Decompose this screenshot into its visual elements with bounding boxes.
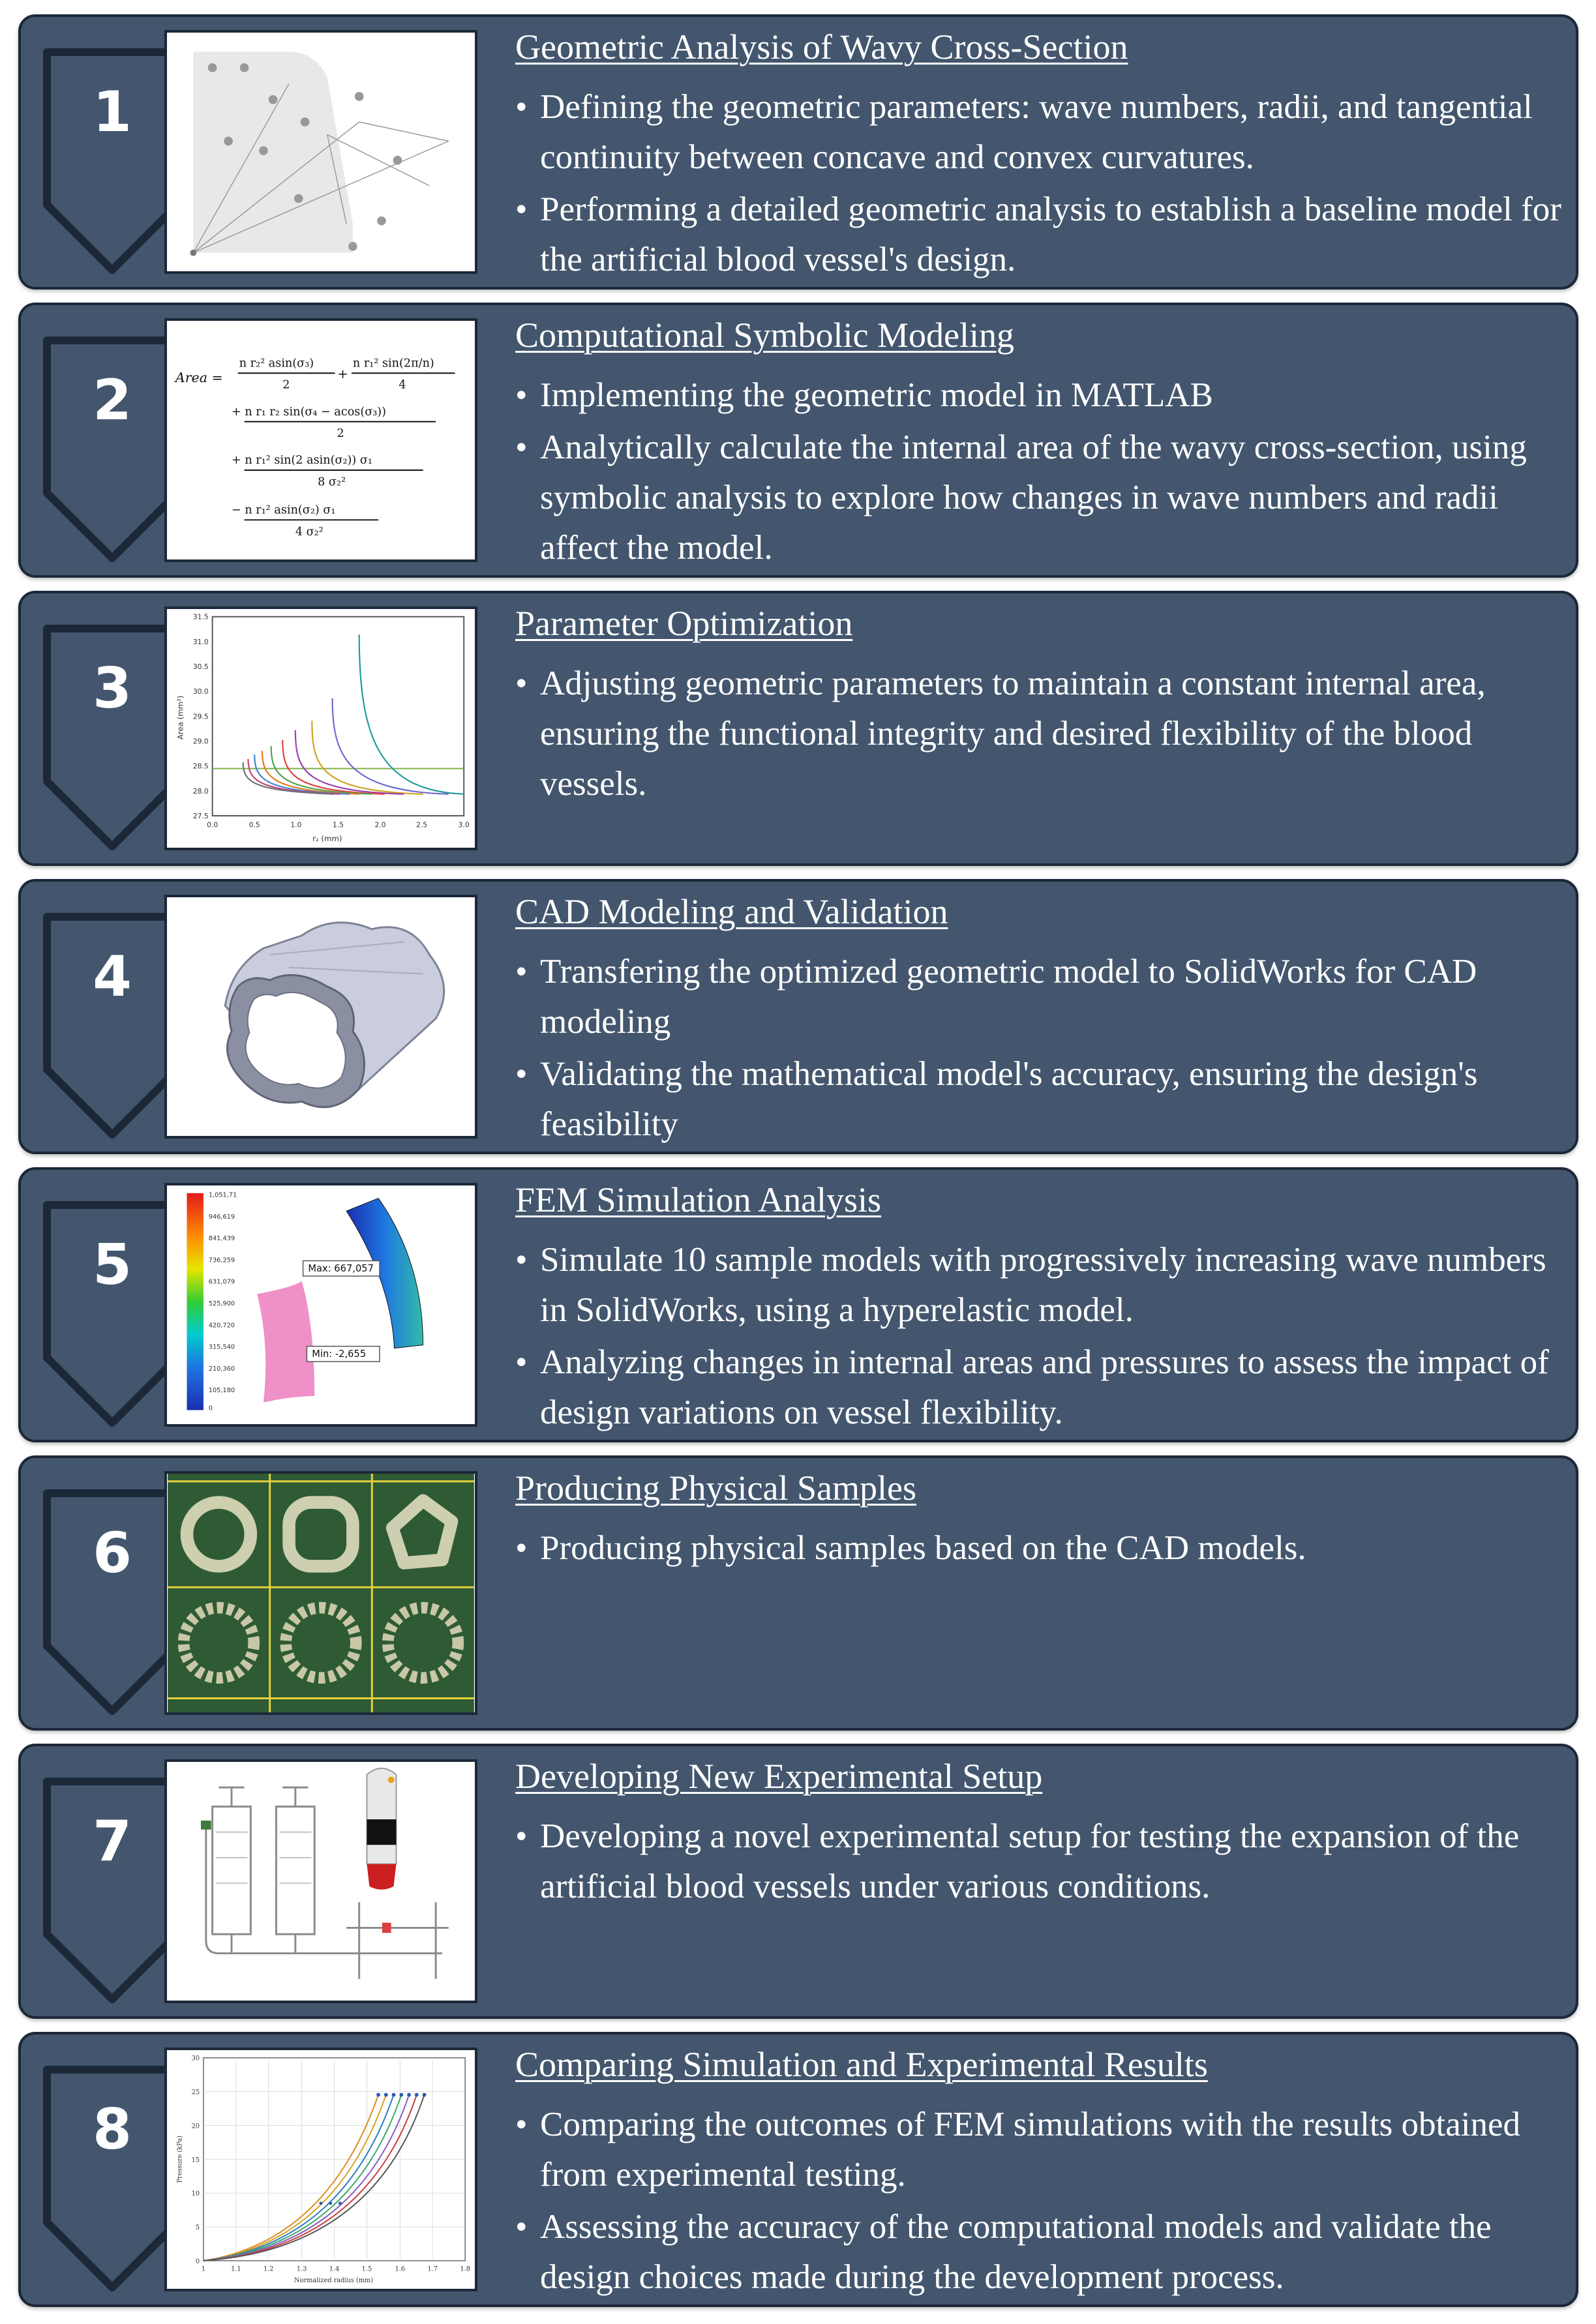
formula-term: 8 σ₂² bbox=[318, 475, 346, 489]
y-tick-label: 31.0 bbox=[192, 637, 209, 646]
scale-label: 525,900 bbox=[208, 1300, 235, 1307]
bullet-item: • Developing a novel experimental setup for testing the expansion of the artificial blood vessels under various conditions. bbox=[515, 1811, 1563, 1912]
step-number: 4 bbox=[93, 944, 132, 1009]
y-tick-label: 30 bbox=[191, 2055, 200, 2063]
x-tick-label: 1.1 bbox=[231, 2265, 241, 2273]
step-title: FEM Simulation Analysis bbox=[515, 1180, 882, 1219]
min-label: Min: -2,655 bbox=[312, 1348, 367, 1360]
step-title: CAD Modeling and Validation bbox=[515, 892, 948, 931]
scale-label: 841,439 bbox=[208, 1235, 235, 1243]
step-1 bbox=[18, 14, 1578, 290]
bullet-item: • Comparing the outcomes of FEM simulations with the results obtained from experimental testing. bbox=[515, 2100, 1563, 2200]
physical-samples-photo bbox=[164, 1471, 477, 1715]
bullet-item: • Defining the geometric parameters: wave numbers, radii, and tangential continuity between concave and convex curvatures. bbox=[515, 82, 1563, 183]
area-optimization-plot bbox=[164, 606, 477, 850]
y-tick-label: 28.0 bbox=[192, 786, 209, 796]
bullet-item: • Adjusting geometric parameters to maintain a constant internal area, ensuring the functional integrity and desired flexibility of the blood vessels. bbox=[515, 659, 1563, 809]
pressure-comparison-plot bbox=[164, 2048, 477, 2291]
x-tick-label: 1.2 bbox=[263, 2265, 274, 2273]
x-tick-label: 2.0 bbox=[374, 820, 386, 829]
x-tick-label: 0.5 bbox=[248, 820, 260, 829]
formula-term: 2 bbox=[337, 427, 344, 441]
step-title: Comparing Simulation and Experimental Results bbox=[515, 2045, 1208, 2084]
scale-label: 1,051,71 bbox=[208, 1191, 237, 1199]
bullet-item: • Assessing the accuracy of the computational models and validate the design choices made during the development process. bbox=[515, 2202, 1563, 2302]
x-tick-label: 2.5 bbox=[416, 820, 428, 829]
scale-label: 210,360 bbox=[208, 1365, 235, 1373]
x-tick-label: 1.8 bbox=[460, 2265, 470, 2273]
x-tick-label: 1.5 bbox=[361, 2265, 372, 2273]
step-8 bbox=[18, 2032, 1578, 2307]
y-tick-label: 15 bbox=[191, 2156, 200, 2164]
step-number: 8 bbox=[93, 2097, 132, 2162]
step-6 bbox=[18, 1455, 1578, 1731]
y-tick-label: 29.5 bbox=[192, 712, 209, 721]
geometry-diagram bbox=[164, 30, 477, 274]
bullet-item: • Performing a detailed geometric analysis to establish a baseline model for the artificial blood vessel's design. bbox=[515, 185, 1563, 285]
fem-simulation-image bbox=[164, 1183, 477, 1427]
x-tick-label: 1.5 bbox=[332, 820, 344, 829]
step-number: 2 bbox=[93, 368, 132, 433]
step-number: 3 bbox=[93, 656, 132, 721]
scale-label: 736,259 bbox=[208, 1257, 235, 1264]
scale-label: 946,619 bbox=[208, 1213, 235, 1221]
y-tick-label: 29.0 bbox=[192, 737, 209, 746]
bullet-item: • Producing physical samples based on the CAD models. bbox=[515, 1523, 1563, 1573]
x-tick-label: 1.6 bbox=[395, 2265, 406, 2273]
formula-term: 4 bbox=[399, 378, 406, 392]
y-axis-label: Area (mm²) bbox=[175, 695, 185, 740]
y-tick-label: 31.5 bbox=[192, 612, 209, 621]
bullet-item: • Simulate 10 sample models with progressively increasing wave numbers in SolidWorks, using a hyperelastic model. bbox=[515, 1235, 1563, 1335]
formula-lhs: Area = bbox=[175, 369, 223, 385]
x-tick-label: 0.0 bbox=[207, 820, 218, 829]
step-title: Producing Physical Samples bbox=[515, 1468, 916, 1508]
y-tick-label: 28.5 bbox=[192, 762, 209, 771]
max-label: Max: 667,057 bbox=[308, 1263, 374, 1275]
y-tick-label: 25 bbox=[191, 2089, 200, 2096]
area-formula bbox=[164, 318, 477, 562]
y-tick-label: 5 bbox=[195, 2224, 200, 2231]
step-title: Computational Symbolic Modeling bbox=[515, 316, 1014, 355]
step-7 bbox=[18, 1744, 1578, 2019]
step-number: 1 bbox=[93, 80, 132, 145]
step-number: 6 bbox=[93, 1521, 132, 1586]
scale-label: 315,540 bbox=[208, 1343, 235, 1351]
bullet-item: • Analyzing changes in internal areas and pressures to assess the impact of design variations on vessel flexibility. bbox=[515, 1337, 1563, 1438]
step-number: 5 bbox=[93, 1232, 132, 1298]
experimental-setup-drawing bbox=[164, 1759, 477, 2003]
x-tick-label: 3.0 bbox=[458, 820, 470, 829]
formula-term: − n r₁² asin(σ₂) σ₁ bbox=[231, 503, 336, 517]
formula-term: n r₂² asin(σ₃) bbox=[239, 357, 314, 370]
x-tick-label: 1.0 bbox=[290, 820, 302, 829]
y-tick-label: 10 bbox=[191, 2190, 200, 2198]
formula-term: + n r₁ r₂ sin(σ₄ − acos(σ₃)) bbox=[231, 405, 387, 419]
step-5 bbox=[18, 1167, 1578, 1442]
x-tick-label: 1.7 bbox=[427, 2265, 438, 2273]
step-title: Developing New Experimental Setup bbox=[515, 1757, 1043, 1796]
scale-label: 0 bbox=[208, 1405, 213, 1412]
cad-model-image bbox=[164, 895, 477, 1139]
y-axis-label: Pressure (kPa) bbox=[176, 2136, 184, 2183]
formula-term: 2 bbox=[282, 378, 290, 392]
x-axis-label: r₂ (mm) bbox=[312, 834, 342, 844]
step-title: Geometric Analysis of Wavy Cross-Section bbox=[515, 27, 1128, 67]
svg-text:+: + bbox=[337, 366, 348, 382]
y-tick-label: 0 bbox=[195, 2257, 200, 2265]
bullet-item: • Analytically calculate the internal area of the wavy cross-section, using symbolic analysis to explore how changes in wave numbers and radii affect the model. bbox=[515, 423, 1563, 573]
y-tick-label: 27.5 bbox=[192, 811, 209, 820]
step-2 bbox=[18, 303, 1578, 578]
y-tick-label: 30.5 bbox=[192, 662, 209, 671]
x-axis-label: Normalized radius (mm) bbox=[294, 2277, 374, 2285]
formula-term: + n r₁² sin(2 asin(σ₂)) σ₁ bbox=[231, 454, 372, 468]
step-number: 7 bbox=[93, 1809, 132, 1874]
scale-label: 420,720 bbox=[208, 1322, 235, 1330]
scale-label: 631,079 bbox=[208, 1278, 235, 1286]
x-tick-label: 1.4 bbox=[329, 2265, 340, 2273]
step-title: Parameter Optimization bbox=[515, 604, 853, 643]
bullet-item: • Validating the mathematical model's accuracy, ensuring the design's feasibility bbox=[515, 1049, 1563, 1150]
step-4 bbox=[18, 879, 1578, 1154]
x-tick-label: 1 bbox=[201, 2265, 206, 2273]
scale-label: 105,180 bbox=[208, 1387, 235, 1395]
y-tick-label: 20 bbox=[191, 2123, 200, 2130]
formula-term: n r₁² sin(2π/n) bbox=[352, 357, 434, 370]
formula-term: 4 σ₂² bbox=[295, 525, 324, 539]
step-3 bbox=[18, 591, 1578, 866]
x-tick-label: 1.3 bbox=[296, 2265, 307, 2273]
bullet-item: • Implementing the geometric model in MATLAB bbox=[515, 370, 1563, 421]
bullet-item: • Transfering the optimized geometric model to SolidWorks for CAD modeling bbox=[515, 947, 1563, 1047]
y-tick-label: 30.0 bbox=[192, 687, 209, 696]
